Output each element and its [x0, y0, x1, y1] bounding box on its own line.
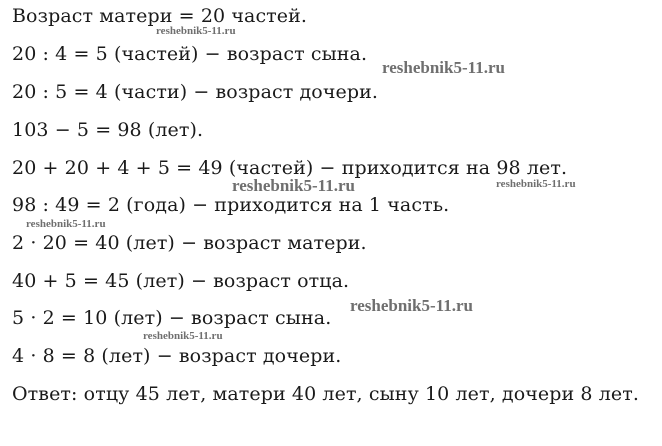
solution-line-8: 40 + 5 = 45 (лет) − возраст отца. [12, 270, 350, 292]
watermark: reshebnik5-11.ru [156, 25, 236, 37]
solution-line-1: Возраст матери = 20 частей. [12, 5, 308, 27]
watermark: reshebnik5-11.ru [232, 176, 355, 195]
watermark: reshebnik5-11.ru [26, 218, 106, 230]
solution-line-5: 20 + 20 + 4 + 5 = 49 (частей) − приходится на 98 лет. [12, 157, 568, 179]
solution-line-10: 4 · 8 = 8 (лет) − возраст дочери. [12, 345, 342, 367]
solution-line-6: 98 : 49 = 2 (года) − приходится на 1 часть. [12, 194, 450, 216]
watermark: reshebnik5-11.ru [143, 330, 223, 342]
solution-line-3: 20 : 5 = 4 (части) − возраст дочери. [12, 81, 378, 103]
watermark: reshebnik5-11.ru [350, 296, 473, 315]
watermark: reshebnik5-11.ru [382, 58, 505, 77]
watermark: reshebnik5-11.ru [496, 178, 576, 190]
solution-line-7: 2 · 20 = 40 (лет) − возраст матери. [12, 232, 367, 254]
answer-line: Ответ: отцу 45 лет, матери 40 лет, сыну 10 лет, дочери 8 лет. [12, 383, 640, 405]
solution-line-2: 20 : 4 = 5 (частей) − возраст сына. [12, 43, 368, 65]
solution-line-9: 5 · 2 = 10 (лет) − возраст сына. [12, 307, 332, 329]
solution-line-4: 103 − 5 = 98 (лет). [12, 119, 204, 141]
